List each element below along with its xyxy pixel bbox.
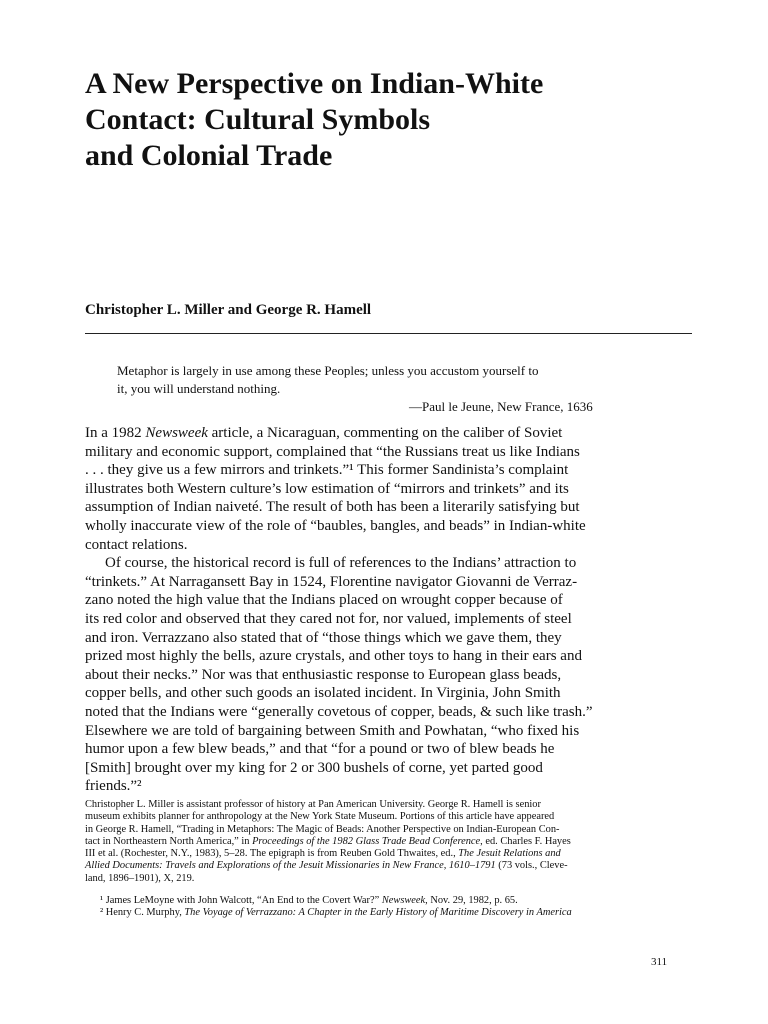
body-line: wholly inaccurate view of the role of “baubles, bangles, and beads” in Indian-white bbox=[85, 517, 586, 534]
text-span: (73 vols., Cleve- bbox=[495, 860, 568, 872]
periodical-title: Newsweek bbox=[381, 895, 426, 906]
body-line: humor upon a few blew beads,” and that “for a pound or two of blew beads he bbox=[85, 741, 555, 758]
bio-line: Christopher L. Miller is assistant professor of history at Pan American University. George R. Hamell is senior bbox=[85, 799, 541, 810]
text-span: tact in Northeastern North America,” in bbox=[85, 835, 253, 847]
body-line: and iron. Verrazzano also stated that of “those things which we gave them, they bbox=[85, 629, 562, 646]
body-line: illustrates both Western culture’s low estimation of “mirrors and trinkets” and its bbox=[85, 480, 569, 497]
footnote-1 bbox=[100, 895, 700, 907]
text-span: ² Henry C. Murphy, bbox=[100, 907, 185, 919]
bio-line: land, 1896–1901), X, 219. bbox=[85, 872, 195, 884]
text-span: , Nov. 29, 1982, p. 65. bbox=[425, 895, 518, 906]
title-line-3: and Colonial Trade bbox=[85, 139, 333, 172]
body-line: friends.”² bbox=[85, 778, 142, 795]
body-line: about their necks.” Nor was that enthusiastic response to European glass beads, bbox=[85, 666, 562, 683]
book-title: The Jesuit Relations and bbox=[458, 848, 561, 860]
epigraph-line-1: Metaphor is largely in use among these Peoples; unless you accustom yourself to bbox=[117, 363, 539, 378]
article-body bbox=[85, 424, 695, 796]
bio-line: museum exhibits planner for anthropology at the New York State Museum. Portions of this article have appeared bbox=[85, 811, 555, 823]
body-line: assumption of Indian naiveté. The result of both has been a literarily satisfying but bbox=[85, 499, 580, 516]
article-authors: Christopher L. Miller and George R. Hamell bbox=[85, 302, 372, 318]
body-line: prized most highly the bells, azure crystals, and other toys to hang in their ears and bbox=[85, 648, 582, 665]
bio-line: in George R. Hamell, “Trading in Metaphors: The Magic of Beads: Another Perspective on Indian-European Con- bbox=[85, 823, 560, 835]
body-line: copper bells, and other such goods an isolated incident. In Virginia, John Smith bbox=[85, 685, 561, 702]
periodical-title: Newsweek bbox=[145, 425, 208, 441]
paragraph-1 bbox=[85, 424, 695, 554]
paragraph-2 bbox=[85, 554, 695, 796]
title-divider bbox=[85, 333, 692, 334]
body-line: contact relations. bbox=[85, 536, 188, 553]
title-line-1: A New Perspective on Indian-White bbox=[85, 67, 544, 100]
book-title: Allied Documents: Travels and Explorations of the Jesuit Missionaries in New France, 1610–1791 bbox=[85, 860, 496, 872]
body-line: noted that the Indians were “generally covetous of copper, beads, & such like trash.” bbox=[85, 703, 593, 720]
body-line: . . . they give us a few mirrors and trinkets.”¹ This former Sandinista’s complaint bbox=[85, 462, 569, 479]
epigraph-attribution: —Paul le Jeune, New France, 1636 bbox=[409, 399, 593, 414]
author-bio-note bbox=[85, 799, 697, 885]
footnotes bbox=[100, 895, 700, 920]
body-line: zano noted the high value that the Indians placed on wrought copper because of bbox=[85, 592, 563, 609]
body-line: its red color and observed that they cared not for, nor valued, implements of steel bbox=[85, 610, 572, 627]
article-title bbox=[85, 66, 725, 174]
bio-line bbox=[85, 860, 697, 872]
body-line: “trinkets.” At Narragansett Bay in 1524, Florentine navigator Giovanni de Verraz- bbox=[85, 573, 578, 590]
page-number: 311 bbox=[651, 956, 668, 968]
body-line: military and economic support, complained that “the Russians treat us like Indians bbox=[85, 443, 580, 460]
book-title: The Voyage of Verrazzano: A Chapter in the Early History of Maritime Discovery in America bbox=[184, 907, 572, 919]
body-line bbox=[85, 424, 695, 443]
text-span: , ed. Charles F. Hayes bbox=[480, 835, 571, 847]
epigraph bbox=[117, 362, 677, 414]
body-line: Elsewhere we are told of bargaining between Smith and Powhatan, “who fixed his bbox=[85, 722, 580, 739]
epigraph-line-2: it, you will understand nothing. bbox=[117, 381, 281, 396]
text-span: ¹ James LeMoyne with John Walcott, “An End to the Covert War?” bbox=[100, 895, 382, 906]
bio-line bbox=[85, 848, 697, 860]
body-line: Of course, the historical record is full of references to the Indians’ attraction to bbox=[105, 555, 577, 572]
text-span: article, a Nicaraguan, commenting on the caliber of Soviet bbox=[207, 425, 563, 441]
bio-line bbox=[85, 836, 697, 848]
text-span: In a 1982 bbox=[85, 425, 146, 441]
footnote-2 bbox=[100, 907, 700, 919]
book-title: Proceedings of the 1982 Glass Trade Bead Conference bbox=[252, 835, 481, 847]
text-span: III et al. (Rochester, N.Y., 1983), 5–28. The epigraph is from Reuben Gold Thwaites, ed., bbox=[85, 848, 459, 860]
title-line-2: Contact: Cultural Symbols bbox=[85, 103, 431, 136]
body-line: [Smith] brought over my king for 2 or 300 bushels of corne, yet parted good bbox=[85, 759, 543, 776]
